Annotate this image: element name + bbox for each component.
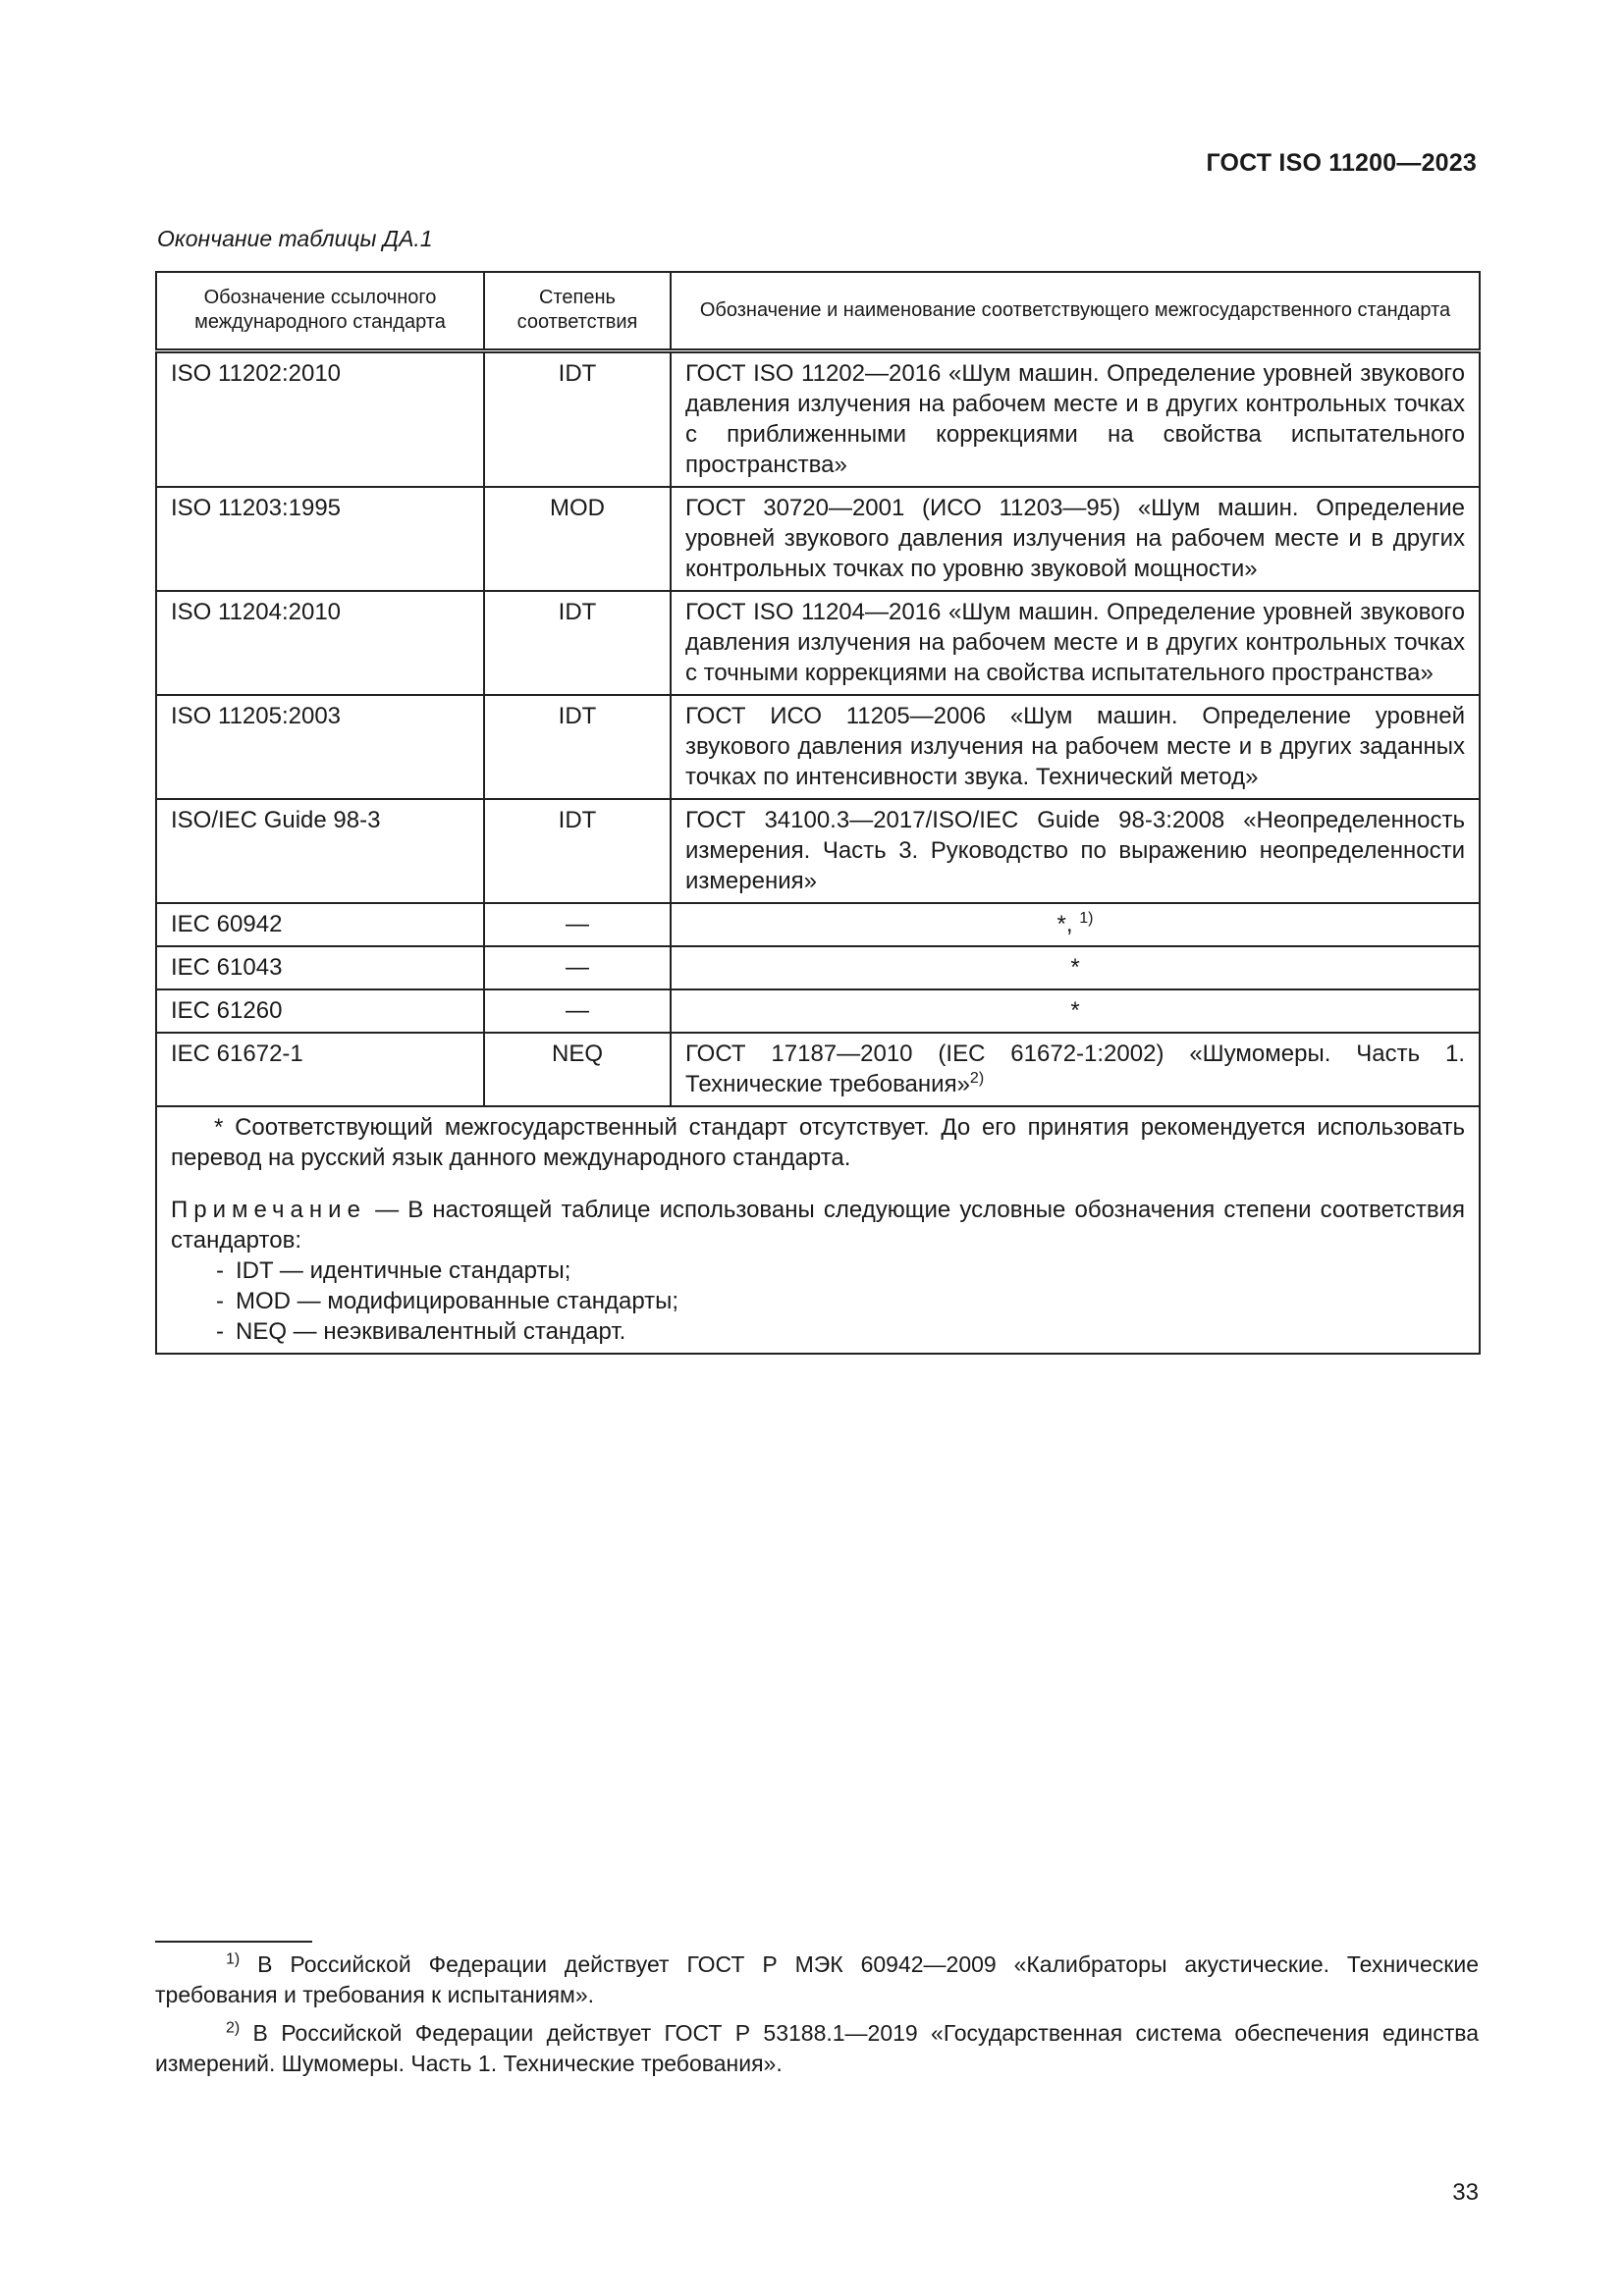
footnote-ref-1: 1)	[1079, 910, 1094, 927]
table-header-row	[156, 272, 1480, 351]
note-text: — В настоящей таблице использованы следующие условные обозначения степени соответствия стандартов:	[171, 1197, 1465, 1254]
degree-cell: IDT	[484, 351, 671, 488]
degree-cell: —	[484, 903, 671, 946]
interstate-standard-cell	[671, 1033, 1480, 1106]
table-notes	[156, 1106, 1480, 1354]
column-header-interstate-standard: Обозначение и наименование соответствующего межгосударственного стандарта	[671, 272, 1480, 351]
footnotes	[155, 1949, 1479, 2087]
degree-cell: MOD	[484, 487, 671, 591]
table-row	[156, 487, 1480, 591]
interstate-standard-cell: ГОСТ ISO 11202—2016 «Шум машин. Определение уровней звукового давления излучения на рабочем месте и в других контрольных точках с приближенными коррекциями на свойства испытательного пространства»	[671, 351, 1480, 488]
table-row	[156, 351, 1480, 488]
list-item: - MOD — модифицированные стандарты;	[171, 1286, 1465, 1316]
reference-standard-cell: ISO 11202:2010	[156, 351, 484, 488]
degree-legend-list	[171, 1255, 1465, 1347]
interstate-standard-cell: *	[671, 946, 1480, 989]
interstate-standard-cell: ГОСТ 34100.3—2017/ISO/IEC Guide 98-3:2008 «Неопределенность измерения. Часть 3. Руководство по выражению неопределенности измерения»	[671, 799, 1480, 903]
asterisk-note: * Соответствующий межгосударственный стандарт отсутствует. До его принятия рекомендуется использовать перевод на русский язык данного международного стандарта.	[171, 1114, 1465, 1171]
note-label: Примечание	[171, 1197, 366, 1223]
table-row	[156, 695, 1480, 799]
reference-standard-cell: ISO 11204:2010	[156, 591, 484, 695]
footnote-2	[155, 2018, 1479, 2079]
standards-table	[155, 271, 1481, 1355]
interstate-standard-cell	[671, 903, 1480, 946]
interstate-standard-cell: ГОСТ 30720—2001 (ИСО 11203—95) «Шум машин. Определение уровней звукового давления излучения на рабочем месте и в других контрольных точках по уровню звуковой мощности»	[671, 487, 1480, 591]
table-row	[156, 799, 1480, 903]
reference-standard-cell: ISO 11205:2003	[156, 695, 484, 799]
interstate-standard-text: ГОСТ 17187—2010 (IEC 61672-1:2002) «Шумомеры. Часть 1. Технические требования»	[685, 1041, 1465, 1097]
table-row	[156, 989, 1480, 1033]
degree-cell: —	[484, 946, 671, 989]
degree-cell: NEQ	[484, 1033, 671, 1106]
degree-cell: IDT	[484, 695, 671, 799]
table-caption: Окончание таблицы ДА.1	[157, 226, 433, 251]
reference-standard-cell: IEC 61260	[156, 989, 484, 1033]
degree-cell: —	[484, 989, 671, 1033]
list-item: - IDT — идентичные стандарты;	[171, 1255, 1465, 1286]
footnote-text: В Российской Федерации действует ГОСТ Р 53188.1—2019 «Государственная система обеспечения единства измерений. Шумомеры. Часть 1. Технические требования».	[155, 2020, 1479, 2076]
table-row	[156, 903, 1480, 946]
table-notes-row	[156, 1106, 1480, 1354]
reference-standard-cell: IEC 61043	[156, 946, 484, 989]
document-header: ГОСТ ISO 11200—2023	[1206, 149, 1477, 177]
interstate-standard-cell: *	[671, 989, 1480, 1033]
list-item: - NEQ — неэквивалентный стандарт.	[171, 1316, 1465, 1347]
reference-standard-cell: ISO 11203:1995	[156, 487, 484, 591]
degree-cell: IDT	[484, 591, 671, 695]
column-header-reference-standard: Обозначение ссылочного международного стандарта	[156, 272, 484, 351]
reference-standard-cell: IEC 61672-1	[156, 1033, 484, 1106]
footnote-mark: 2)	[226, 2019, 241, 2037]
absent-standard-mark: *,	[1056, 911, 1080, 937]
footnote-1	[155, 1949, 1479, 2010]
footnote-separator	[155, 1941, 312, 1943]
footnote-text: В Российской Федерации действует ГОСТ Р МЭК 60942—2009 «Калибраторы акустические. Технические требования и требования к испытаниям».	[155, 1951, 1479, 2007]
footnote-ref-2: 2)	[969, 1070, 985, 1087]
interstate-standard-cell: ГОСТ ISO 11204—2016 «Шум машин. Определение уровней звукового давления излучения на рабочем месте и в других контрольных точках с точными коррекциями на свойства испытательного пространства»	[671, 591, 1480, 695]
footnote-mark: 1)	[226, 1950, 241, 1968]
column-header-degree: Степень соответствия	[484, 272, 671, 351]
page-number: 33	[1452, 2179, 1479, 2206]
interstate-standard-cell: ГОСТ ИСО 11205—2006 «Шум машин. Определение уровней звукового давления излучения на рабочем месте и в других заданных точках по интенсивности звука. Технический метод»	[671, 695, 1480, 799]
table-row	[156, 591, 1480, 695]
reference-standard-cell: ISO/IEC Guide 98-3	[156, 799, 484, 903]
degree-cell: IDT	[484, 799, 671, 903]
note-paragraph	[171, 1195, 1465, 1255]
table-row	[156, 946, 1480, 989]
table-row	[156, 1033, 1480, 1106]
reference-standard-cell: IEC 60942	[156, 903, 484, 946]
